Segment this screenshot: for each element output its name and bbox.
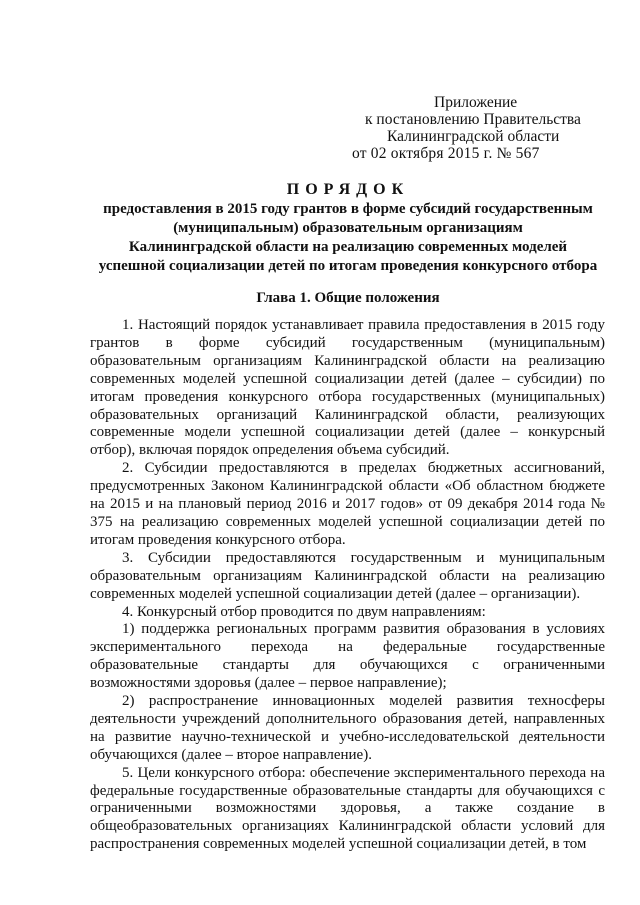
- paragraph-4-item-2: 2) распространение инновационных моделей развития техносферы деятельности учреждений дополнительного образования детей, направленных на развитие научно-технической и учебно-исследовательской деятельности обучающихся (далее – второе направление).: [90, 693, 605, 763]
- annex-line-3: Калининградской области: [387, 128, 560, 145]
- document-subtitle: [80, 200, 616, 276]
- paragraph-4-item-1: 1) поддержка региональных программ развития образования в условиях экспериментального перехода на федеральные государственные образовательные стандарты для обучающихся с ограниченными возможностями здоровья (далее – первое направление);: [90, 621, 605, 692]
- document-title: ПОРЯДОК: [286, 181, 410, 198]
- subtitle-line: (муниципальным) образовательным организациям: [173, 220, 523, 236]
- subtitle-line: успешной социализации детей по итогам проведения конкурсного отбора: [98, 258, 598, 274]
- subtitle-line: Калининградской области на реализацию современных моделей: [128, 239, 568, 255]
- paragraph-3: 3. Субсидии предоставляются государственным и муниципальным образовательным организациям Калининградской области на реализацию современных моделей успешной социализации детей (далее – организации).: [90, 549, 605, 602]
- paragraph-4: 4. Конкурсный отбор проводится по двум направлениям:: [122, 603, 486, 620]
- annex-block: [352, 94, 612, 162]
- paragraph-5: 5. Цели конкурсного отбора: обеспечение экспериментального перехода на федеральные государственные образовательные стандарты для обучающихся с ограниченными возможностями здоровья, а также создание в общеобразовательных организациях Калининградской области условий для распространения современных моделей успешной социализации детей, в том: [90, 764, 605, 853]
- annex-line-2: к постановлению Правительства: [365, 111, 581, 128]
- subtitle-line: предоставления в 2015 году грантов в форме субсидий государственным: [103, 201, 593, 217]
- paragraph-2: 2. Субсидии предоставляются в пределах бюджетных ассигнований, предусмотренных Законом Калининградской области «Об областном бюджете на 2015 и на плановый период 2016 и 2017 годов» от 09 декабря 2014 года № 375 на реализацию современных моделей успешной социализации детей по итогам проведения конкурсного отбора.: [90, 460, 605, 548]
- document-body: [90, 317, 605, 854]
- paragraph-1: 1. Настоящий порядок устанавливает правила предоставления в 2015 году грантов в форме субсидий государственным (муниципальным) образовательным организациям Калининградской области на реализацию современных моделей успешной социализации детей (далее – субсидии) по итогам проведения конкурсного отбора государственных (муниципальных) образовательных организаций Калининградской области, реализующих современные модели успешной социализации детей (далее – конкурсный отбор), включая порядок определения объема субсидий.: [90, 317, 605, 459]
- annex-line-1: Приложение: [434, 94, 518, 111]
- annex-line-4: от 02 октября 2015 г. № 567: [352, 145, 540, 162]
- chapter-heading: Глава 1. Общие положения: [256, 290, 440, 306]
